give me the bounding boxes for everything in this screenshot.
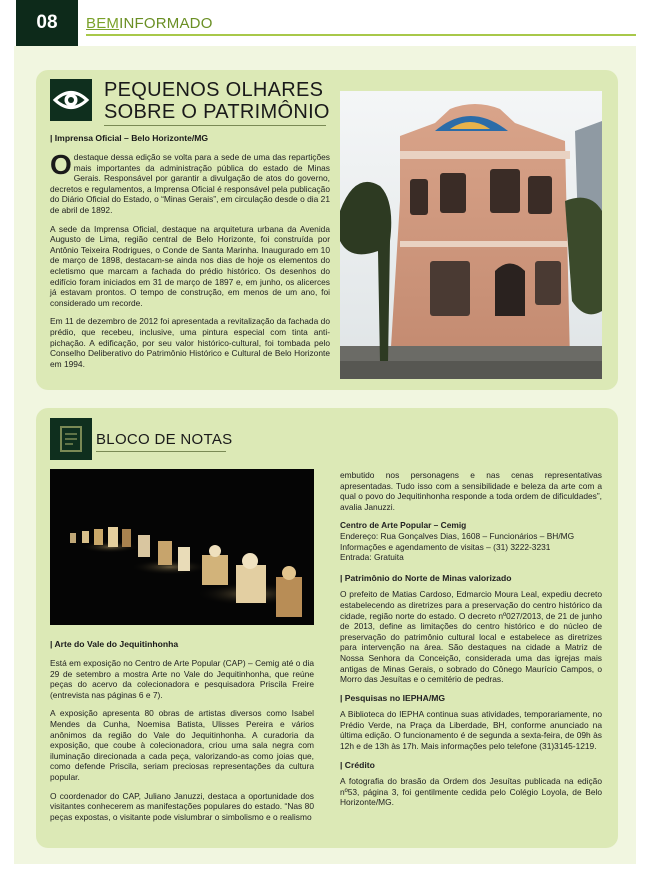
col1-label: | Arte do Vale do Jequitinhonha bbox=[50, 639, 179, 649]
brand-logo bbox=[86, 15, 213, 32]
section2-title: BLOCO DE NOTAS bbox=[96, 431, 233, 448]
imprensa-oficial-photo bbox=[340, 91, 602, 379]
notes-icon bbox=[50, 418, 92, 460]
eye-icon bbox=[50, 79, 92, 121]
section1-title-line1: PEQUENOS OLHARES bbox=[104, 79, 324, 101]
venue-info-block bbox=[340, 520, 602, 562]
brand-bem: BEM bbox=[86, 15, 120, 32]
col2-label-2: | Patrimônio do Norte de Minas valorizado bbox=[340, 572, 512, 583]
col2-label-4: | Crédito bbox=[340, 759, 375, 770]
section1-paragraph-3: Em 11 de dezembro de 2012 foi apresentada a revitalização da fachada do prédio, que recebeu, inclusive, uma pintura especial com tinta anti-pichação. A edificação, por seu valor histórico-cultural, foi tombada pelo Conselho Deliberativo do Patrimônio Histórico e Cultural de Belo Horizonte em 1994. bbox=[50, 316, 330, 369]
col2-paragraph-2: O prefeito de Matias Cardoso, Edmarcio Moura Leal, expediu decreto estabelecendo as diretrizes para a preservação do centro histórico da cidade, região norte do estado. O decreto nº027/2013, de 21 de junho de 2013, define as limitações do centro histórico e do núcleo de preservação do patrimônio cultural local e estabelece as diretrizes para intervenção na área. São destaques na cidade a Matriz de Nossa Senhora da Conceição, considerada uma das igrejas mais antigas de Minas Gerais, o sobrado do Cônego Maurício Campos, o Morro das Jesuítas e o cemitério de pedras. bbox=[340, 589, 602, 685]
section2-title-rule bbox=[96, 451, 226, 452]
section1-dropcap: O bbox=[50, 149, 72, 180]
venue-name: Centro de Arte Popular – Cemig bbox=[340, 520, 467, 531]
venue-address: Endereço: Rua Gonçalves Dias, 1608 – Funcionários – BH/MG bbox=[340, 530, 575, 541]
brand-informado: INFORMADO bbox=[119, 15, 213, 32]
section1-paragraph-2: A sede da Imprensa Oficial, destaque na arquitetura urbana da Avenida Augusto de Lima, região central de Belo Horizonte, foi construída por Antônio Teixeira Rodrigues, o Conde de Santa Marinha. Inaugurado em 10 de março de 1898, destacam-se ainda nos dias de hoje os elementos do ecletismo que marcam a fachada do prédio histórico. Os desenhos do edifício foram iniciados em 31 de março de 1897 e, em junho, os alicerces já estavam prontos. O tempo de construção, em menos de um ano, foi considerado um recorde. bbox=[50, 223, 330, 308]
header-rule bbox=[86, 34, 636, 36]
jequitinhonha-exhibition-photo bbox=[50, 469, 314, 625]
section1-body bbox=[50, 149, 330, 377]
col2-paragraph-3: A Biblioteca do IEPHA continua suas atividades, temporariamente, no Prédio Verde, na Praça da Liberdade, BH, conforme anunciado na última edição. O funcionamento é de segunda a sexta-feira, de 09h às 12h e de 13h às 17h. Mais informações pelo telefone (31)3145-1219. bbox=[340, 709, 602, 752]
col1-body bbox=[50, 658, 314, 830]
venue-entry: Entrada: Gratuita bbox=[340, 552, 404, 563]
section1-title-rule bbox=[104, 125, 326, 126]
section1-title bbox=[104, 79, 330, 123]
section1-paragraph-1: Odestaque dessa edição se volta para a sede de uma das repartições mais importantes da administração pública do estado de Minas Gerais. Responsável por garantir a divulgação de atos do governo, decretos e regulamentos, a Imprensa Oficial é responsável pela publicação do Diário Oficial do Estado, o “Minas Gerais”, em circulação desde o dia 21 de abril de 1892. bbox=[50, 149, 330, 215]
col2-paragraph-4: A fotografia do brasão da Ordem dos Jesuítas publicada na edição nº53, página 3, foi gentilmente cedida pelo Colégio Loyola, de Belo Horizonte/MG. bbox=[340, 776, 602, 808]
section1-title-line2: SOBRE O PATRIMÔNIO bbox=[104, 101, 330, 123]
section1-source-label: | Imprensa Oficial – Belo Horizonte/MG bbox=[50, 133, 209, 143]
col2-body bbox=[340, 470, 602, 816]
page-number: 08 bbox=[16, 0, 78, 46]
col1-paragraph-3: O coordenador do CAP, Juliano Januzzi, destaca a oportunidade dos visitantes conhecerem as manifestações populares do estado. “Nas 80 peças expostas, o visitante pode vislumbrar o simbolismo e o realismo bbox=[50, 790, 314, 822]
col1-paragraph-2: A exposição apresenta 80 obras de artistas diversos como Isabel Mendes da Cunha, Noemisa Batista, Ulisses Pereira e vários anônimos da região do Vale do Jequitinhonha. A curadoria da exposição, que coube à colecionadora, criou uma sala negra com iluminação direcionada a cada peça, valorizando-as como joias que, como defende Priscila, seriam preciosas representações da cultura popular. bbox=[50, 708, 314, 782]
col1-paragraph-1: Está em exposição no Centro de Arte Popular (CAP) – Cemig até o dia 29 de setembro a mostra Arte no Vale do Jequitinhonha, que reúne peças do acervo da colecionadora e pesquisadora Priscila Freire (entrevista nas páginas 6 e 7). bbox=[50, 658, 314, 700]
col2-label-3: | Pesquisas no IEPHA/MG bbox=[340, 692, 446, 703]
page-header bbox=[0, 0, 651, 46]
col2-continuation: embutido nos personagens e nas cenas representativas apresentadas. Tudo isso com a sensibilidade e beleza da arte com a qual o povo do Jequitinhonha responde a toda ordem de dificuldades”, avalia Januzzi. bbox=[340, 470, 602, 512]
venue-info: Informações e agendamento de visitas – (31) 3222-3231 bbox=[340, 541, 551, 552]
